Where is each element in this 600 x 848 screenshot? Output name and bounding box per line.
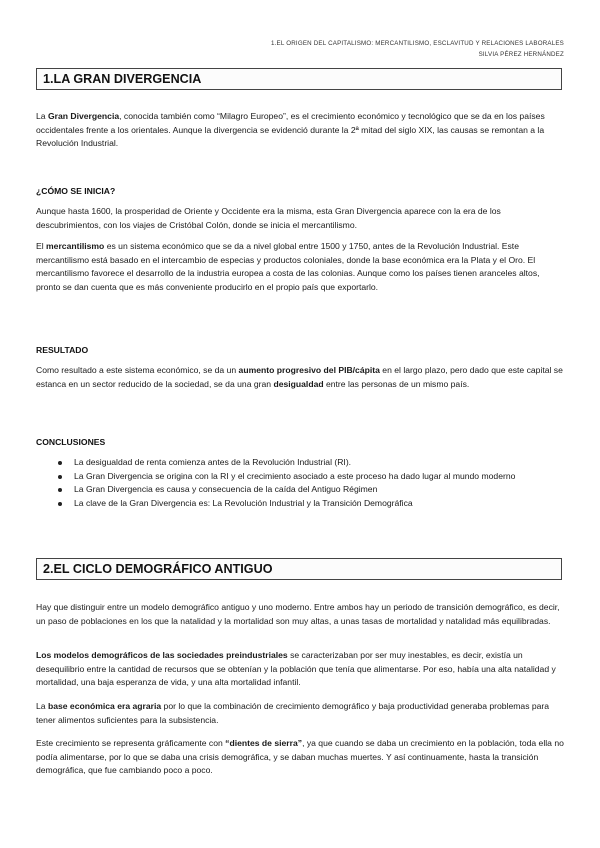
demografico-paragraph-1 bbox=[36, 601, 564, 628]
intro-text-rest: , conocida también como “Milagro Europeo”, es el crecimiento económico y tecnológico que se da en los países occidentales frente a los orientales. Aunque la divergencia se evidenció durante la 2ª mitad del siglo XIX, las causas se remontan a la Revolución Industrial. bbox=[36, 111, 545, 149]
list-item: La desigualdad de renta comienza antes de la Revolución Industrial (RI). bbox=[36, 456, 564, 470]
conclusiones-list-wrapper bbox=[36, 456, 564, 510]
resultado-text-0: Como resultado a este sistema económico, se da un bbox=[36, 365, 239, 375]
mercantilismo-text-rest: es un sistema económico que se da a nivel global entre 1500 y 1750, antes de la Revolución Industrial. Este mercantilismo está basado en el intercambio de especias y productos coloniales, donde la base económica era la Plata y el Oro. El mercantilismo favorece el desarrollo de la industria europea a costa de las colonias. Aunque como los países tienen aranceles altos, pronto se dan cuenta que es más conveniente producirlo en el propio país que exportarlo. bbox=[36, 241, 540, 292]
heading-resultado: RESULTADO bbox=[36, 345, 89, 355]
intro-text-start: La bbox=[36, 111, 48, 121]
resultado-text-2: entre las personas de un mismo país. bbox=[323, 378, 470, 389]
demografico-text-3b: por lo que la combinación de crecimiento demográfico y baja productividad generaba problemas para tener alimentos suficientes para la subsistencia. bbox=[36, 701, 550, 725]
demografico-bold-4: “dientes de sierra” bbox=[225, 738, 303, 748]
demografico-text-3a: La bbox=[36, 701, 48, 711]
demografico-paragraph-4 bbox=[36, 737, 564, 778]
demografico-bold-3: base económica era agraria bbox=[47, 701, 162, 711]
intro-bold-term: Gran Divergencia bbox=[47, 111, 120, 121]
demografico-bold-2: Los modelos demográficos de las sociedades preindustriales bbox=[36, 650, 288, 660]
inicia-text-1: Aunque hasta 1600, la prosperidad de Oriente y Occidente era la misma, esta Gran Divergencia aparece con la era de los descubrimientos, con los viajes de Cristóbal Colón, donde se inicia el mercantilismo. bbox=[36, 206, 501, 230]
header-course-title: 1.EL ORIGEN DEL CAPITALISMO: MERCANTILISMO, ESCLAVITUD Y RELACIONES LABORALES bbox=[271, 40, 564, 47]
intro-paragraph bbox=[36, 110, 564, 151]
heading-conclusiones: CONCLUSIONES bbox=[36, 437, 106, 447]
heading-como-se-inicia: ¿CÓMO SE INICIA? bbox=[36, 186, 116, 196]
resultado-text-1: en el largo plazo, pero dado que este capital se estanca en un sector reducido de la sociedad, se da una gran bbox=[36, 365, 563, 389]
demografico-text-4b: , ya que cuando se daba un crecimiento en la población, toda ella no podía alimentarse, por lo que se daba una crisis demográfica, y se daban muchas muertes. Y así continuamente, hasta la transición demográfica, que fue cambiando poco a poco. bbox=[36, 738, 564, 776]
list-item: La clave de la Gran Divergencia es: La Revolución Industrial y la Transición Demográfica bbox=[36, 497, 564, 511]
inicia-paragraph-1 bbox=[36, 205, 564, 232]
conclusiones-list bbox=[36, 456, 564, 510]
mercantilismo-paragraph bbox=[36, 240, 564, 294]
section-title-gran-divergencia: 1.LA GRAN DIVERGENCIA bbox=[36, 68, 562, 90]
demografico-paragraph-2 bbox=[36, 649, 564, 690]
mercantilismo-text-start: El bbox=[36, 241, 47, 251]
mercantilismo-bold-term: mercantilismo bbox=[46, 241, 105, 251]
demografico-paragraph-3 bbox=[36, 700, 564, 727]
demografico-text-1: Hay que distinguir entre un modelo demográfico antiguo y uno moderno. Entre ambos hay un periodo de transición demográfico, es decir, un paso de poblaciones en los que la natalidad y la mortalidad son muy altas, a unas tasas de mortalidad y natalidad más equilibradas. bbox=[36, 602, 560, 626]
section-title-ciclo-demografico: 2.EL CICLO DEMOGRÁFICO ANTIGUO bbox=[36, 558, 562, 580]
list-item: La Gran Divergencia es causa y consecuencia de la caída del Antiguo Régimen bbox=[36, 483, 564, 497]
demografico-text-4a: Este crecimiento se representa gráficamente con bbox=[36, 738, 226, 748]
list-item: La Gran Divergencia se origina con la RI y el crecimiento asociado a este proceso ha dado lugar al mundo moderno bbox=[36, 470, 564, 484]
demografico-text-2: se caracterizaban por ser muy inestables, es decir, existía un desequilibrio entre la cantidad de recursos que se obtenían y la población que tenía que alimentarse. Por eso, había una alta natalidad y mortalidad, una baja esperanza de vida, y una alta mortalidad infantil. bbox=[36, 650, 556, 688]
resultado-bold-2: desigualdad bbox=[273, 378, 324, 389]
resultado-bold-1: aumento progresivo del PIB/cápita bbox=[238, 365, 380, 375]
header-author: SILVIA PÉREZ HERNÁNDEZ bbox=[478, 51, 564, 58]
resultado-paragraph bbox=[36, 364, 564, 391]
document-header bbox=[271, 38, 564, 60]
